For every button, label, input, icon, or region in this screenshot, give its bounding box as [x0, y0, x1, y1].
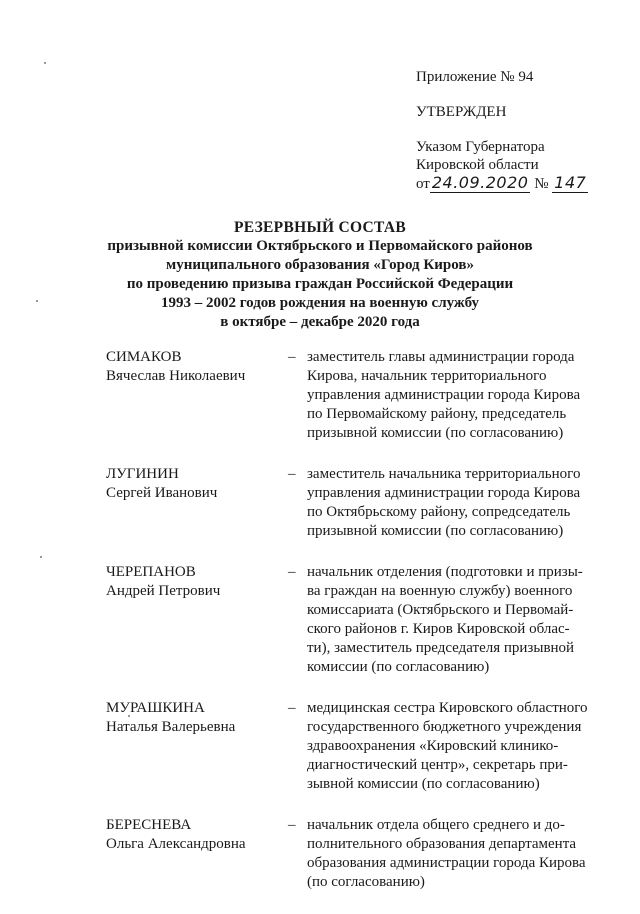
- duty-line: призывной комиссии (по согласованию): [307, 523, 564, 539]
- duty-line: ти), заместитель председателя призывной: [307, 640, 575, 656]
- decree-line-1: Указом Губернатора: [416, 139, 545, 155]
- members-list: [106, 348, 596, 914]
- member-name: [106, 348, 281, 386]
- duty-line: государственного бюджетного учреждения: [307, 719, 582, 735]
- member-surname: СИМАКОВ: [106, 349, 182, 365]
- member-surname: ЛУГИНИН: [106, 466, 179, 482]
- duty-line: заместитель начальника территориального: [307, 466, 581, 482]
- duty-line: призывной комиссии (по согласованию): [307, 425, 564, 441]
- member-entry: [106, 348, 596, 443]
- duty-line: комиссариата (Октябрьского и Первомай-: [307, 602, 574, 618]
- member-entry: [106, 816, 596, 892]
- member-surname: БЕРЕСНЕВА: [106, 817, 192, 833]
- handwritten-number: 147: [554, 173, 587, 192]
- duty-line: комиссии (по согласованию): [307, 659, 490, 675]
- duty-line: зывной комиссии (по согласованию): [307, 776, 540, 792]
- approved-label: УТВЕРЖДЕН: [416, 104, 507, 120]
- member-duty: [307, 348, 596, 443]
- member-entry: [106, 699, 596, 794]
- duty-line: ского районов г. Киров Кировской облас-: [307, 621, 570, 637]
- member-entry: [106, 563, 596, 677]
- handwritten-date: 24.09.2020: [431, 173, 529, 192]
- from-prefix: от: [416, 176, 430, 192]
- duty-line: диагностический центр», секретарь при-: [307, 757, 568, 773]
- approval-header: [416, 68, 626, 193]
- member-given-names: Наталья Валерьевна: [106, 719, 236, 735]
- member-surname: МУРАШКИНА: [106, 700, 205, 716]
- member-duty: [307, 816, 596, 892]
- duty-line: заместитель главы администрации города: [307, 349, 575, 365]
- decree-date-number: [416, 174, 626, 193]
- member-name: [106, 563, 281, 601]
- duty-line: здравоохранения «Кировский клинико-: [307, 738, 559, 754]
- scan-speck: [44, 62, 46, 64]
- duty-line: медицинская сестра Кировского областного: [307, 700, 588, 716]
- duty-line: по Первомайскому району, председатель: [307, 406, 567, 422]
- title-line: 1993 – 2002 годов рождения на военную службу: [160, 295, 480, 311]
- duty-line: ва граждан на военную службу) военного: [307, 583, 573, 599]
- duty-line: начальник отдела общего среднего и до-: [307, 817, 565, 833]
- member-given-names: Ольга Александровна: [106, 836, 246, 852]
- title-main: РЕЗЕРВНЫЙ СОСТАВ: [233, 219, 407, 236]
- document-title: [60, 218, 580, 332]
- title-line: муниципального образования «Город Киров»: [166, 257, 474, 273]
- title-line: в октябре – декабре 2020 года: [220, 314, 420, 330]
- member-given-names: Вячеслав Николаевич: [106, 368, 246, 384]
- member-dash: –: [288, 700, 296, 716]
- scan-speck: [40, 556, 42, 558]
- title-line: по проведению призыва граждан Российской Федерации: [126, 276, 514, 292]
- duty-line: (по согласованию): [307, 874, 425, 890]
- duty-line: начальник отделения (подготовки и призы-: [307, 564, 583, 580]
- appendix-number: Приложение № 94: [416, 69, 534, 85]
- member-duty: [307, 699, 596, 794]
- member-given-names: Сергей Иванович: [106, 485, 218, 501]
- member-dash: –: [288, 466, 296, 482]
- number-sign: №: [534, 176, 549, 192]
- member-surname: ЧЕРЕПАНОВ: [106, 564, 196, 580]
- duty-line: Кирова, начальник территориального: [307, 368, 547, 384]
- duty-line: управления администрации города Кирова: [307, 387, 581, 403]
- title-line: призывной комиссии Октябрьского и Первомайского районов: [107, 238, 533, 254]
- scan-speck: [36, 300, 38, 302]
- duty-line: образования администрации города Кирова: [307, 855, 586, 871]
- duty-line: по Октябрьскому району, сопредседатель: [307, 504, 571, 520]
- member-name: [106, 465, 281, 503]
- duty-line: полнительного образования департамента: [307, 836, 577, 852]
- member-duty: [307, 563, 596, 677]
- member-dash: –: [288, 817, 296, 833]
- member-duty: [307, 465, 596, 541]
- member-entry: [106, 465, 596, 541]
- duty-line: управления администрации города Кирова: [307, 485, 581, 501]
- decree-line-2: Кировской области: [416, 157, 539, 173]
- member-name: [106, 816, 281, 854]
- member-name: [106, 699, 281, 737]
- member-dash: –: [288, 349, 296, 365]
- member-dash: –: [288, 564, 296, 580]
- member-given-names: Андрей Петрович: [106, 583, 221, 599]
